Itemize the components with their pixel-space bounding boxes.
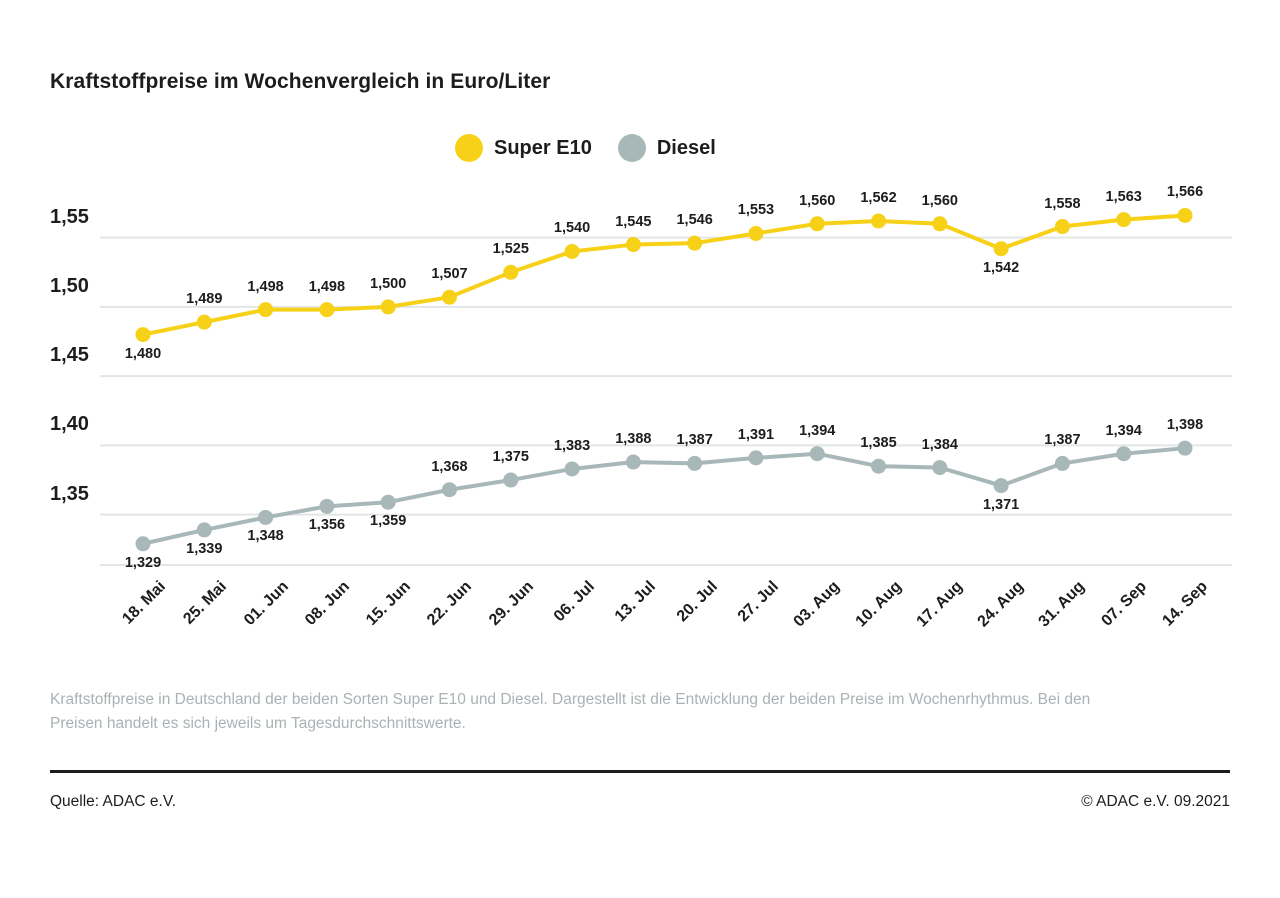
data-point-label: 1,507 — [431, 266, 468, 283]
x-axis-tick-label: 14. Sep — [1159, 578, 1212, 630]
data-point-label: 1,394 — [799, 422, 836, 439]
legend-swatch-super-e10 — [455, 134, 483, 162]
data-point-label: 1,359 — [370, 513, 407, 530]
data-point — [1178, 208, 1193, 223]
data-point-label: 1,384 — [921, 436, 958, 453]
data-point-label: 1,489 — [186, 291, 223, 308]
x-axis-tick-label: 31. Aug — [1035, 578, 1089, 631]
data-point — [1055, 456, 1070, 471]
data-point-label: 1,553 — [737, 202, 775, 219]
data-point-label: 1,500 — [370, 275, 407, 292]
data-point — [1116, 446, 1131, 461]
data-point — [442, 290, 457, 305]
x-axis-tick-label: 22. Jun — [424, 578, 476, 630]
data-point — [810, 216, 825, 231]
data-point-label: 1,398 — [1166, 417, 1204, 434]
data-point — [442, 482, 457, 497]
data-point-label: 1,339 — [186, 540, 223, 557]
data-point-label: 1,375 — [492, 449, 529, 466]
x-axis-tick-label: 01. Jun — [240, 578, 292, 630]
data-point — [197, 315, 212, 330]
data-point-label: 1,525 — [492, 241, 529, 258]
data-point-label: 1,560 — [799, 192, 836, 209]
data-point — [626, 237, 641, 252]
legend-label-diesel: Diesel — [656, 136, 716, 159]
data-point — [136, 327, 151, 342]
data-point-label: 1,368 — [431, 458, 468, 475]
x-axis-tick-label: 25. Mai — [180, 578, 231, 628]
data-point-label: 1,542 — [982, 259, 1020, 276]
data-point-label: 1,391 — [737, 426, 775, 443]
data-point — [994, 241, 1009, 256]
data-point — [1116, 212, 1131, 227]
x-axis-tick-label: 08. Jun — [301, 578, 353, 630]
data-point-label: 1,540 — [553, 220, 591, 237]
copyright-label: © ADAC e.V. 09.2021 — [1081, 793, 1230, 810]
data-point-label: 1,388 — [615, 431, 652, 448]
series-line-diesel — [143, 448, 1185, 544]
data-point — [687, 456, 702, 471]
data-point — [810, 446, 825, 461]
data-point-label: 1,329 — [124, 554, 162, 571]
chart-legend — [455, 134, 716, 162]
data-point-label: 1,498 — [247, 278, 284, 295]
data-point — [319, 499, 334, 514]
x-axis-tick-label: 29. Jun — [485, 578, 537, 630]
data-point-label: 1,546 — [676, 212, 713, 229]
data-point — [503, 473, 518, 488]
data-point-label: 1,371 — [982, 496, 1020, 513]
x-axis-tick-label: 07. Sep — [1098, 578, 1150, 630]
data-point — [748, 226, 763, 241]
data-point — [565, 461, 580, 476]
data-point-label: 1,387 — [676, 432, 713, 449]
y-axis-tick-label: 1,35 — [50, 482, 89, 505]
x-axis-tick-label: 24. Aug — [974, 578, 1028, 631]
y-axis-tick-label: 1,50 — [50, 274, 89, 297]
x-axis-tick-label: 27. Jul — [734, 578, 782, 626]
data-point — [871, 214, 886, 229]
y-axis-tick-label: 1,55 — [50, 205, 89, 228]
data-point-label: 1,545 — [615, 213, 652, 230]
data-point-label: 1,562 — [860, 190, 897, 206]
data-point-label: 1,394 — [1105, 422, 1142, 439]
x-axis-tick-label: 20. Jul — [673, 578, 721, 626]
y-axis-tick-label: 1,45 — [50, 344, 89, 367]
data-point-label: 1,566 — [1166, 184, 1204, 201]
x-axis-tick-label: 13. Jul — [612, 578, 660, 626]
legend-item-diesel — [618, 134, 716, 162]
data-point — [258, 510, 273, 525]
x-axis-tick-label: 17. Aug — [913, 578, 966, 631]
chart-footnote: Kraftstoffpreise in Deutschland der beiden Sorten Super E10 und Diesel. Dargestellt ist die Entwicklung der beiden Preise im Wochenrhythmus. Bei den Preisen handelt es sich jeweils um Tagesdurchschnittswerte. — [50, 691, 1091, 733]
data-point — [258, 302, 273, 317]
y-axis-tick-label: 1,40 — [50, 413, 89, 436]
x-axis-tick-label: 03. Aug — [790, 578, 844, 631]
data-point-label: 1,383 — [553, 437, 591, 454]
legend-item-super-e10 — [455, 134, 592, 162]
x-axis-tick-label: 10. Aug — [852, 578, 905, 631]
data-point — [565, 244, 580, 259]
data-point — [197, 522, 212, 537]
x-axis-tick-label: 15. Jun — [363, 578, 415, 630]
data-point — [503, 265, 518, 280]
data-point-label: 1,498 — [308, 278, 346, 295]
legend-swatch-diesel — [618, 134, 646, 162]
data-point — [1055, 219, 1070, 234]
source-label: Quelle: ADAC e.V. — [50, 793, 177, 810]
data-point-label: 1,563 — [1105, 188, 1142, 205]
data-point-label: 1,348 — [247, 528, 284, 545]
data-point — [994, 478, 1009, 493]
data-point — [748, 450, 763, 465]
data-point-label: 1,385 — [860, 435, 897, 452]
data-point-label: 1,560 — [921, 192, 958, 209]
data-point — [932, 460, 947, 475]
data-point-label: 1,356 — [308, 517, 346, 534]
data-point — [136, 536, 151, 551]
data-point — [381, 299, 396, 314]
divider — [50, 770, 1230, 773]
legend-label-super-e10: Super E10 — [494, 136, 592, 159]
data-point — [319, 302, 334, 317]
data-point-label: 1,480 — [124, 345, 162, 362]
data-point — [1178, 441, 1193, 456]
page-title: Kraftstoffpreise im Wochenvergleich in Euro/Liter — [50, 70, 551, 93]
data-point — [932, 216, 947, 231]
x-axis-tick-label: 06. Jul — [550, 578, 599, 626]
x-axis-tick-label: 18. Mai — [119, 578, 170, 628]
data-point — [687, 236, 702, 251]
data-point — [381, 495, 396, 510]
data-point — [871, 459, 886, 474]
data-point-label: 1,387 — [1044, 432, 1081, 449]
data-point — [626, 455, 641, 470]
series-line-super-e10 — [143, 215, 1185, 334]
data-point-label: 1,558 — [1044, 195, 1081, 212]
